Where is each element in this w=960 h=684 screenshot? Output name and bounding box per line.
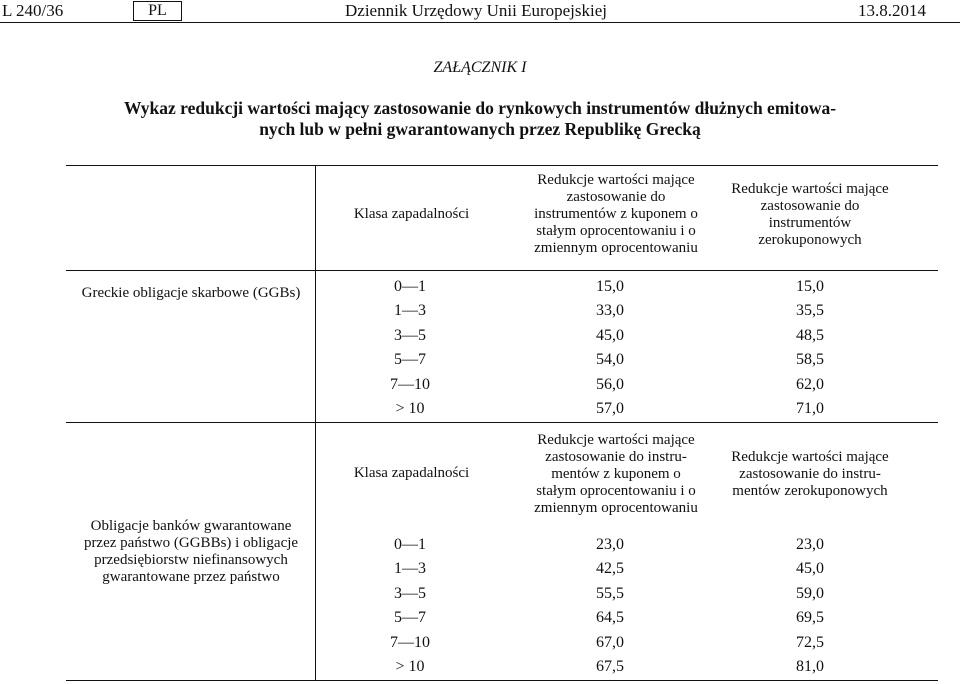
table-cell: 71,0	[796, 400, 824, 418]
table-cell: 59,0	[796, 584, 824, 602]
table-bottom-rule	[66, 680, 938, 681]
table1-maturity-column	[360, 275, 460, 421]
table-cell: > 10	[395, 400, 425, 418]
table2-fixed-column	[560, 533, 660, 679]
header-line: zmiennym oprocentowaniu	[534, 500, 698, 516]
table-cell: 57,0	[596, 400, 624, 418]
table2-header-maturity: Klasa zapadalności	[353, 465, 470, 481]
header-line: instrumentów z kuponem o	[534, 206, 698, 222]
table-cell: 81,0	[796, 658, 824, 676]
table-cell: 67,5	[596, 658, 624, 676]
document-title	[90, 98, 870, 140]
table-cell: 58,5	[796, 351, 824, 369]
header-line: mentów z kuponem o	[551, 466, 681, 482]
journal-name: Dziennik Urzędowy Unii Europejskiej	[345, 1, 608, 20]
table1-header-zero	[710, 181, 910, 249]
table-cell: 0—1	[394, 278, 426, 295]
table-cell: 42,5	[596, 560, 624, 578]
table-cell: 1—3	[394, 302, 426, 320]
table-cell: 72,5	[796, 633, 824, 651]
document-title-line: Wykaz redukcji wartości mający zastosowanie do rynkowych instrumentów dłużnych emitowa-	[123, 98, 837, 118]
table-cell: 1—3	[394, 560, 426, 578]
table-cell: 3—5	[394, 584, 426, 602]
annex-title: ZAŁĄCZNIK I	[433, 59, 527, 76]
header-line: stałym oprocentowaniu i o	[536, 483, 696, 499]
header-divider	[0, 22, 960, 23]
table-cell: 56,0	[596, 375, 624, 393]
header-line: Redukcje wartości mające	[731, 449, 889, 465]
table1-zero-column	[760, 275, 860, 421]
table-cell: 35,5	[796, 302, 824, 320]
header-line: zastosowanie do	[760, 198, 860, 214]
table-cell: 62,0	[796, 375, 824, 393]
table-cell: 33,0	[596, 302, 624, 320]
row-label-line: gwarantowane przez państwo	[102, 569, 280, 585]
header-line: zerokuponowych	[758, 232, 862, 248]
table2-zero-column	[760, 533, 860, 679]
row-label-line: przedsiębiorstw niefinansowych	[94, 552, 288, 568]
table1-header-maturity: Klasa zapadalności	[353, 206, 470, 222]
table1-row-label: Greckie obligacje skarbowe (GGBs)	[81, 285, 301, 301]
table-cell: 23,0	[596, 536, 624, 553]
header-line: zastosowanie do instru-	[739, 466, 881, 482]
table-cell: 48,5	[796, 326, 824, 344]
section-divider-rule	[66, 422, 938, 423]
table-cell: 7—10	[390, 633, 430, 651]
header-line: zastosowanie do	[566, 189, 666, 205]
header-line: Redukcje wartości mające	[537, 432, 695, 448]
table-cell: 0—1	[394, 536, 426, 553]
table-cell: 15,0	[596, 278, 624, 295]
table-cell: 15,0	[796, 278, 824, 295]
document-title-line: nych lub w pełni gwarantowanych przez Republikę Grecką	[259, 119, 701, 139]
table-cell: 3—5	[394, 326, 426, 344]
row-label-line: Obligacje banków gwarantowane	[90, 518, 292, 534]
table1-fixed-column	[560, 275, 660, 421]
table-cell: 7—10	[390, 375, 430, 393]
header-line: mentów zerokuponowych	[732, 483, 888, 499]
table1-header-rule	[66, 270, 938, 271]
table2-row-label	[66, 518, 316, 586]
row-label-line: przez państwo (GGBBs) i obligacje	[83, 535, 299, 551]
header-line: stałym oprocentowaniu i o	[536, 223, 696, 239]
header-line: Redukcje wartości mające	[731, 181, 889, 197]
table-cell: 54,0	[596, 351, 624, 369]
table2-maturity-column	[360, 533, 460, 679]
table-cell: > 10	[395, 658, 425, 676]
page-reference: L 240/36	[2, 1, 64, 20]
table2-header-fixed	[510, 432, 722, 517]
table-cell: 45,0	[796, 560, 824, 578]
header-line: zastosowanie do instru-	[545, 449, 687, 465]
table2-header-zero	[710, 449, 910, 500]
header-line: instrumentów	[768, 215, 852, 231]
header-line: Redukcje wartości mające	[537, 172, 695, 188]
header-line: zmiennym oprocentowaniu	[534, 240, 698, 256]
table1-header-fixed	[510, 172, 722, 257]
table-cell: 23,0	[796, 536, 824, 553]
publication-date: 13.8.2014	[858, 1, 926, 20]
table-cell: 55,5	[596, 584, 624, 602]
table-column-divider	[315, 165, 316, 680]
table-cell: 45,0	[596, 326, 624, 344]
language-badge: PL	[133, 1, 182, 21]
table-cell: 69,5	[796, 609, 824, 627]
table-cell: 5—7	[394, 609, 426, 627]
table-top-rule	[66, 165, 938, 166]
table-cell: 5—7	[394, 351, 426, 369]
table-cell: 67,0	[596, 633, 624, 651]
table-cell: 64,5	[596, 609, 624, 627]
